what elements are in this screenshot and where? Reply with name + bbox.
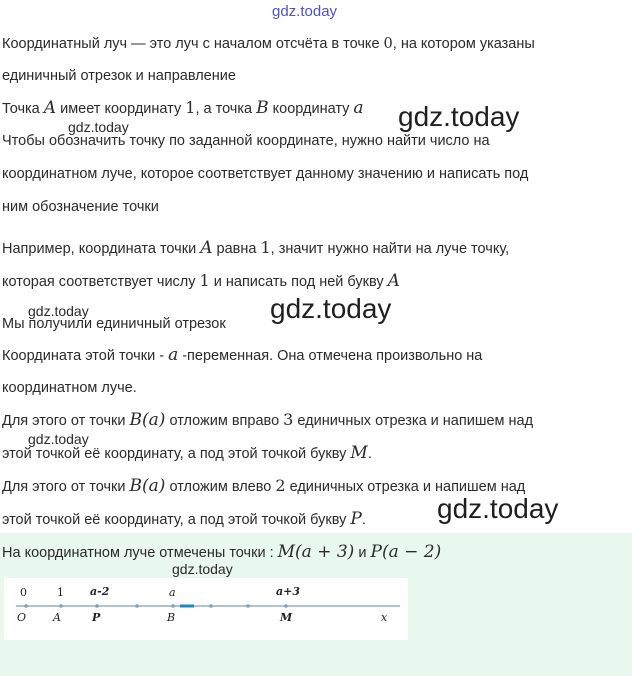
para7-line2: этой точкой её координату, а под этой точкой букву M.	[2, 443, 372, 463]
label-M: M	[280, 611, 293, 624]
para4-line1: Например, координата точки A равна 1, значит нужно найти на луче точку,	[2, 238, 510, 258]
watermark-large: gdz.today	[437, 493, 559, 524]
label-B: B	[167, 611, 176, 624]
label-A: A	[53, 611, 61, 624]
label-P: P	[92, 611, 101, 624]
para3-line1: Чтобы обозначить точку по заданной координате, нужно найти число на	[2, 133, 490, 149]
para8-line1: Для этого от точки B(a) отложим влево 2 единичных отрезка и напишем над	[2, 476, 526, 496]
para2-line: Точка A имеет координату 1, а точка B координату a	[2, 98, 364, 118]
para1-line2: единичный отрезок и направление	[2, 68, 236, 84]
label-one: 1	[57, 586, 64, 599]
coordinate-ray	[4, 578, 408, 640]
watermark-small: gdz.today	[28, 303, 89, 319]
watermark-small: gdz.today	[172, 561, 233, 577]
para3-line3: ним обозначение точки	[2, 199, 159, 215]
label-O: O	[17, 611, 27, 624]
label-zero: 0	[20, 586, 27, 599]
watermark-large: gdz.today	[398, 101, 520, 132]
para1-line1: Координатный луч — это луч с началом отсчёта в точке 0, на котором указаны	[2, 36, 535, 52]
label-x: x	[381, 611, 388, 624]
answer-line: На координатном луче отмечены точки : M(a + 3) и P(a − 2)	[2, 542, 442, 562]
para6-line2: координатном луче.	[2, 380, 137, 396]
watermark-large: gdz.today	[270, 293, 392, 324]
watermark-top: gdz.today	[272, 3, 338, 20]
para3-line2: координатном луче, которое соответствует данному значению и написать под	[2, 166, 529, 182]
watermark-small: gdz.today	[68, 119, 129, 135]
coordinate-ray-figure	[4, 578, 408, 640]
para6-line1: Координата этой точки - a -переменная. Она отмечена произвольно на	[2, 345, 483, 365]
label-a: a	[169, 586, 176, 599]
para7-line1: Для этого от точки B(a) отложим вправо 3 единичных отрезка и напишем над	[2, 410, 534, 430]
label-a-plus-3: a+3	[276, 585, 300, 598]
para5-line: Мы получили единичный отрезок	[2, 316, 226, 332]
watermark-small: gdz.today	[28, 431, 89, 447]
para4-line2: которая соответствует числу 1 и написать под ней букву A	[2, 271, 400, 291]
label-a-minus-2: a-2	[90, 585, 110, 598]
para8-line2: этой точкой её координату, а под этой точкой букву P.	[2, 509, 366, 529]
